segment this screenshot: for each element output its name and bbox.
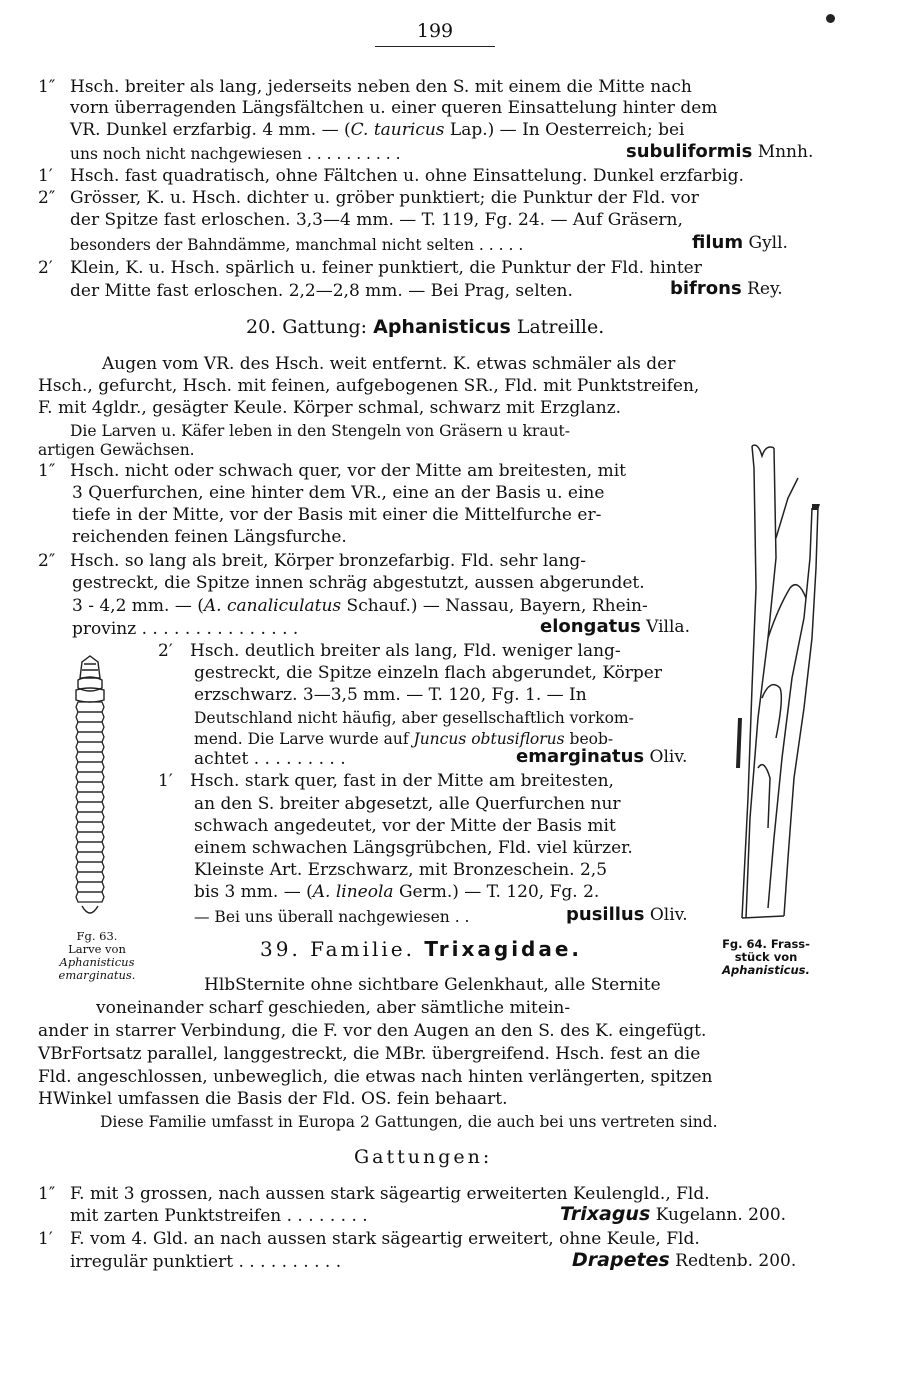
key1-species-bifrons: bifrons Rey.: [670, 278, 783, 299]
fig64-caption: Fg. 64. Frass- stück von Aphanisticus.: [722, 937, 810, 977]
page-number: 199: [416, 20, 454, 42]
key3-line-2: mit zarten Punktstreifen . . . . . . . .: [70, 1206, 368, 1226]
famdesc-line-2: voneinander scharf geschieden, aber sämtliche mitein-: [96, 998, 571, 1018]
key1-line-4: uns noch nicht nachgewiesen . . . . . . . . . .: [70, 145, 401, 163]
genus-heading: 20. Gattung: Aphanisticus Latreille.: [246, 316, 605, 338]
larva-figure: [60, 648, 120, 928]
key2-line-13: mend. Die Larve wurde auf Juncus obtusiflorus beob-: [194, 730, 614, 748]
famdesc-line-5: Fld. angeschlossen, unbeweglich, die etwas nach hinten verlängerten, spitzen: [38, 1067, 713, 1087]
key2-line-17: schwach angedeutet, vor der Mitte der Basis mit: [194, 816, 616, 836]
key2-line-14: achtet . . . . . . . . .: [194, 749, 346, 769]
famdesc-line-6: HWinkel umfassen die Basis der Fld. OS. fein behaart.: [38, 1089, 508, 1109]
famdesc-line-7: Diese Familie umfasst in Europa 2 Gattungen, die auch bei uns vertreten sind.: [100, 1113, 718, 1131]
key2-line-11: erzschwarz. 3—3,5 mm. — T. 120, Fg. 1. — In: [194, 685, 587, 705]
key2-line-12: Deutschland nicht häufig, aber gesellschaftlich vorkom-: [194, 709, 634, 727]
key2-line-6: gestreckt, die Spitze innen schräg abgestutzt, aussen abgerundet.: [72, 573, 645, 593]
key2-line-10: gestreckt, die Spitze einzeln flach abgerundet, Körper: [194, 663, 662, 683]
key3-genus-drapetes: Drapetes Redtenb. 200.: [572, 1249, 797, 1271]
key3-genus-trixagus: Trixagus Kugelann. 200.: [560, 1203, 787, 1225]
famdesc-line-4: VBrFortsatz parallel, langgestreckt, die MBr. übergreifend. Hsch. fest an die: [38, 1044, 701, 1064]
key3-line-1: 1″ F. mit 3 grossen, nach aussen stark sägeartig erweiterten Keulengld., Fld.: [38, 1184, 710, 1204]
key1-line-10: der Mitte fast erloschen. 2,2—2,8 mm. — Bei Prag, selten.: [70, 281, 573, 301]
famdesc-line-1: HlbSternite ohne sichtbare Gelenkhaut, alle Sternite: [204, 975, 661, 995]
key2-line-18: einem schwachen Längsgrübchen, Fld. viel kürzer.: [194, 838, 633, 858]
grass-stem-figure: [728, 438, 828, 924]
desc-line-5: artigen Gewächsen.: [38, 441, 195, 459]
family-heading: 39. Familie. Trixagidae.: [260, 937, 583, 961]
gattungen-heading: Gattungen:: [354, 1146, 493, 1168]
key2-line-7: 3 - 4,2 mm. — (A. canaliculatus Schauf.) — Nassau, Bayern, Rhein-: [72, 596, 648, 616]
key2-species-emarginatus: emarginatus Oliv.: [516, 746, 688, 767]
key2-line-9: 2′ Hsch. deutlich breiter als lang, Fld. weniger lang-: [158, 641, 621, 661]
key1-species-subuliformis: subuliformis Mnnh.: [626, 141, 814, 162]
key1-line-5: 1′ Hsch. fast quadratisch, ohne Fältchen u. ohne Einsattelung. Dunkel erzfarbig.: [38, 166, 744, 186]
key2-line-1: 1″ Hsch. nicht oder schwach quer, vor der Mitte am breitesten, mit: [38, 461, 626, 481]
famdesc-line-3: ander in starrer Verbindung, die F. vor den Augen an den S. des K. eingefügt.: [38, 1021, 707, 1041]
desc-line-1: Augen vom VR. des Hsch. weit entfernt. K. etwas schmäler als der: [102, 354, 676, 374]
key2-line-4: reichenden feinen Längsfurche.: [72, 527, 347, 547]
key2-line-16: an den S. breiter abgesetzt, alle Querfurchen nur: [194, 794, 621, 814]
key2-line-2: 3 Querfurchen, eine hinter dem VR., eine an der Basis u. eine: [72, 483, 605, 503]
key2-line-21: — Bei uns überall nachgewiesen . .: [194, 908, 470, 926]
key1-line-3: VR. Dunkel erzfarbig. 4 mm. — (C. tauricus Lap.) — In Oesterreich; bei: [70, 120, 685, 140]
key2-species-pusillus: pusillus Oliv.: [566, 904, 688, 925]
key1-line-2: vorn überragenden Längsfältchen u. einer queren Einsattelung hinter dem: [70, 98, 718, 118]
key1-line-8: besonders der Bahndämme, manchmal nicht selten . . . . .: [70, 236, 524, 254]
key1-line-7: der Spitze fast erloschen. 3,3—4 mm. — T. 119, Fg. 24. — Auf Gräsern,: [70, 210, 683, 230]
key1-line-6: 2″ Grösser, K. u. Hsch. dichter u. gröber punktiert; die Punktur der Fld. vor: [38, 188, 699, 208]
key2-line-15: 1′ Hsch. stark quer, fast in der Mitte am breitesten,: [158, 771, 614, 791]
desc-line-4: Die Larven u. Käfer leben in den Stengeln von Gräsern u kraut-: [70, 422, 571, 440]
key1-species-filum: filum Gyll.: [692, 232, 788, 253]
key3-line-3: 1′ F. vom 4. Gld. an nach aussen stark sägeartig erweitert, ohne Keule, Fld.: [38, 1229, 700, 1249]
key2-species-elongatus: elongatus Villa.: [540, 616, 690, 637]
key1-line-9: 2′ Klein, K. u. Hsch. spärlich u. feiner punktiert, die Punktur der Fld. hinter: [38, 258, 702, 278]
key2-line-8: provinz . . . . . . . . . . . . . . .: [72, 619, 299, 639]
key2-line-3: tiefe in der Mitte, vor der Basis mit einer die Mittelfurche er-: [72, 505, 602, 525]
page-number-rule: [375, 46, 495, 47]
desc-line-3: F. mit 4gldr., gesägter Keule. Körper schmal, schwarz mit Erzglanz.: [38, 398, 622, 418]
fig63-caption: Fg. 63. Larve von Aphanisticus emarginatus.: [58, 929, 136, 982]
desc-line-2: Hsch., gefurcht, Hsch. mit feinen, aufgebogenen SR., Fld. mit Punktstreifen,: [38, 376, 700, 396]
key3-line-4: irregulär punktiert . . . . . . . . . .: [70, 1252, 342, 1272]
key2-line-20: bis 3 mm. — (A. lineola Germ.) — T. 120, Fg. 2.: [194, 882, 600, 902]
ink-spot: [826, 14, 835, 23]
key2-line-5: 2″ Hsch. so lang als breit, Körper bronzefarbig. Fld. sehr lang-: [38, 551, 587, 571]
key2-line-19: Kleinste Art. Erzschwarz, mit Bronzeschein. 2,5: [194, 860, 608, 880]
key1-line-1: 1″ Hsch. breiter als lang, jederseits neben den S. mit einem die Mitte nach: [38, 77, 692, 97]
